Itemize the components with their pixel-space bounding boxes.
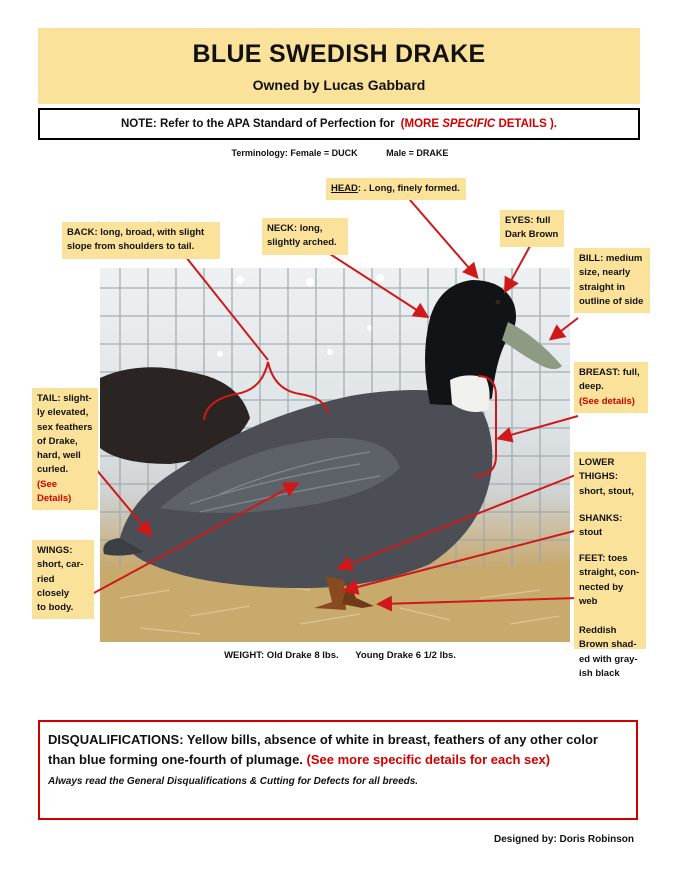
- disqualifications-text: DISQUALIFICATIONS: Yellow bills, absence of white in breast, feathers of any other color than blue forming one-fourth of plumage. (See more specific details for each sex): [48, 732, 598, 768]
- weight-old: WEIGHT: Old Drake 8 lbs.: [224, 650, 339, 661]
- label-breast: BREAST: full, deep. (See details): [574, 362, 648, 413]
- label-bill: BILL: medium size, nearly straight in outline of side: [574, 248, 650, 313]
- label-back: BACK: long, broad, with slight slope from shoulders to tail.: [62, 222, 220, 259]
- weight-line: [0, 650, 680, 661]
- drake-illustration: [100, 268, 570, 642]
- disqualifications-box: [38, 720, 638, 820]
- label-feet: FEET: toes straight, con- nected by web: [579, 553, 640, 607]
- label-wings: WINGS: short, car- ried closely to body.: [32, 540, 94, 619]
- head-arrow: [410, 200, 476, 276]
- disqualifications-details-link[interactable]: (See more specific details for each sex): [306, 752, 551, 768]
- title-banner: [38, 28, 640, 104]
- note-details-link[interactable]: (MORE SPECIFIC DETAILS ).: [400, 118, 558, 130]
- weight-young: Young Drake 6 1/2 lbs.: [355, 650, 456, 661]
- designer-credit: Designed by: Doris Robinson: [493, 834, 634, 845]
- drake-photo: [100, 268, 570, 642]
- terminology-male: Male = DRAKE: [386, 148, 449, 158]
- label-lower-thighs: LOWER THIGHS: short, stout,: [579, 457, 634, 497]
- page-title: BLUE SWEDISH DRAKE: [192, 40, 486, 68]
- terminology-female: Terminology: Female = DUCK: [231, 148, 358, 158]
- label-shanks: SHANKS: stout: [579, 513, 623, 539]
- label-tail: TAIL: slight- ly elevated, sex feathers of Drake, hard, well curled. (See Details): [32, 388, 98, 510]
- label-head: HEAD: . Long, finely formed.: [326, 178, 466, 200]
- breast-details-link[interactable]: (See details): [579, 395, 635, 407]
- note-text: NOTE: Refer to the APA Standard of Perfection for: [120, 118, 395, 130]
- owner-line: Owned by Lucas Gabbard: [252, 77, 426, 93]
- terminology: [0, 148, 680, 158]
- label-eyes: EYES: full Dark Brown: [500, 210, 564, 247]
- label-plumage-color: Reddish Brown shad- ed with gray- ish black: [579, 625, 638, 679]
- general-disqualifications-note: Always read the General Disqualifications & Cutting for Defects for all breeds.: [48, 776, 419, 788]
- note-box: [38, 108, 640, 140]
- tail-details-link[interactable]: (See Details): [37, 478, 72, 504]
- label-neck: NECK: long, slightly arched.: [262, 218, 348, 255]
